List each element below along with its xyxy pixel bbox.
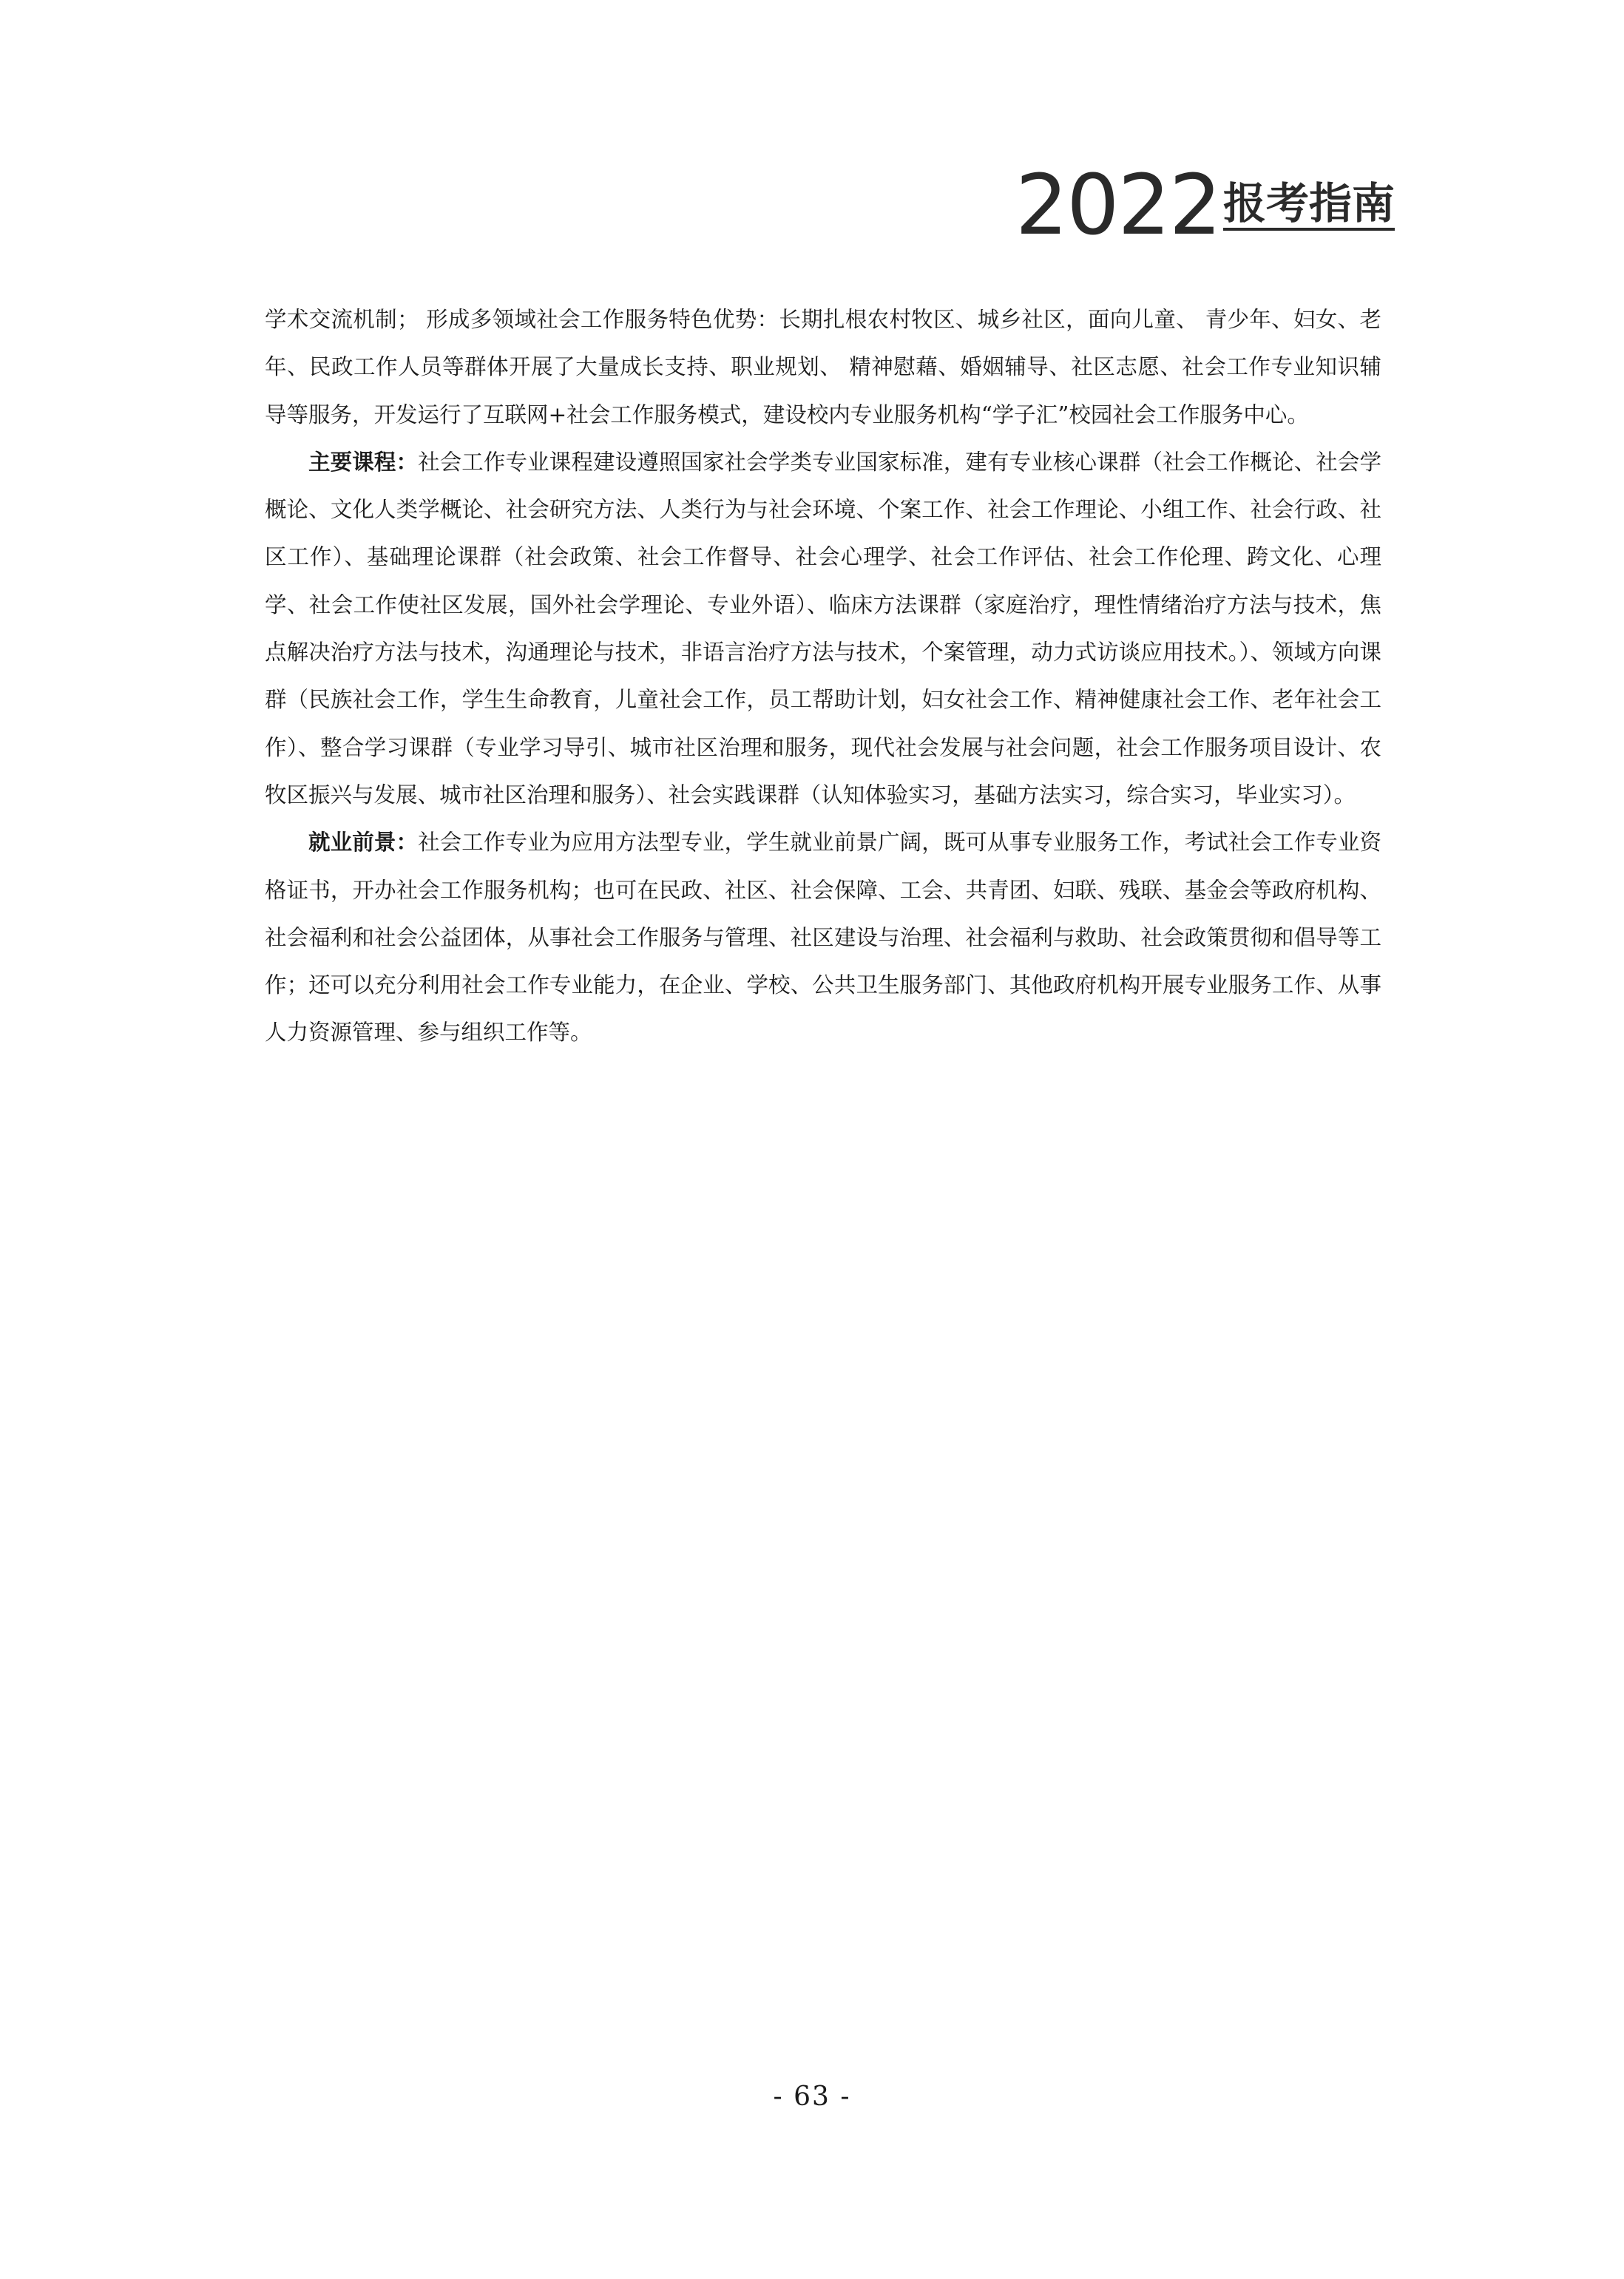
main-courses-label: 主要课程： xyxy=(308,448,419,475)
employment-prospects-text: 社会工作专业为应用方法型专业，学生就业前景广阔，既可从事专业服务工作，考试社会工作专业资格证书，开办社会工作服务机构；也可在民政、社区、社会保障、工会、共青团、妇联、残联、基金会等政府机构、社会福利和社会公益团体，从事社会工作服务与管理、社区建设与治理、社会福利与救助、社会政策贯彻和倡导等工作；还可以充分利用社会工作专业能力，在企业、学校、公共卫生服务部门、其他政府机构开展专业服务工作、从事人力资源管理、参与组织工作等。 xyxy=(265,830,1381,1046)
header-brand xyxy=(1015,158,1395,254)
paragraph-employment-prospects xyxy=(265,819,1381,1056)
paragraph-main-courses xyxy=(265,438,1381,819)
document-body xyxy=(265,296,1381,1057)
main-courses-text: 社会工作专业课程建设遵照国家社会学类专业国家标准，建有专业核心课群（社会工作概论、社会学概论、文化人类学概论、社会研究方法、人类行为与社会环境、个案工作、社会工作理论、小组工作、社会行政、社区工作）、基础理论课群（社会政策、社会工作督导、社会心理学、社会工作评估、社会工作伦理、跨文化、心理学、社会工作使社区发展，国外社会学理论、专业外语）、临床方法课群（家庭治疗，理性情绪治疗方法与技术，焦点解决治疗方法与技术，沟通理论与技术，非语言治疗方法与技术，个案管理，动力式访谈应用技术。）、领域方向课群（民族社会工作，学生生命教育，儿童社会工作，员工帮助计划，妇女社会工作、精神健康社会工作、老年社会工作）、整合学习课群（专业学习导引、城市社区治理和服务，现代社会发展与社会问题，社会工作服务项目设计、农牧区振兴与发展、城市社区治理和服务）、社会实践课群（认知体验实习，基础方法实习，综合实习，毕业实习）。 xyxy=(265,449,1381,807)
paragraph-continuation: 学术交流机制； 形成多领域社会工作服务特色优势：长期扎根农村牧区、城乡社区，面向儿童、 青少年、妇女、老年、民政工作人员等群体开展了大量成长支持、职业规划、 精神慰藉、婚姻辅导、社区志愿、社会工作专业知识辅导等服务，开发运行了互联网+社会工作服务模式，建设校内专业服务机构“学子汇”校园社会工作服务中心。 xyxy=(265,307,1381,427)
page-number: - 63 - xyxy=(773,2082,851,2112)
header-year: 2022 xyxy=(1015,158,1220,254)
employment-prospects-label: 就业前景： xyxy=(308,829,419,856)
header-title: 报考指南 xyxy=(1223,182,1395,231)
